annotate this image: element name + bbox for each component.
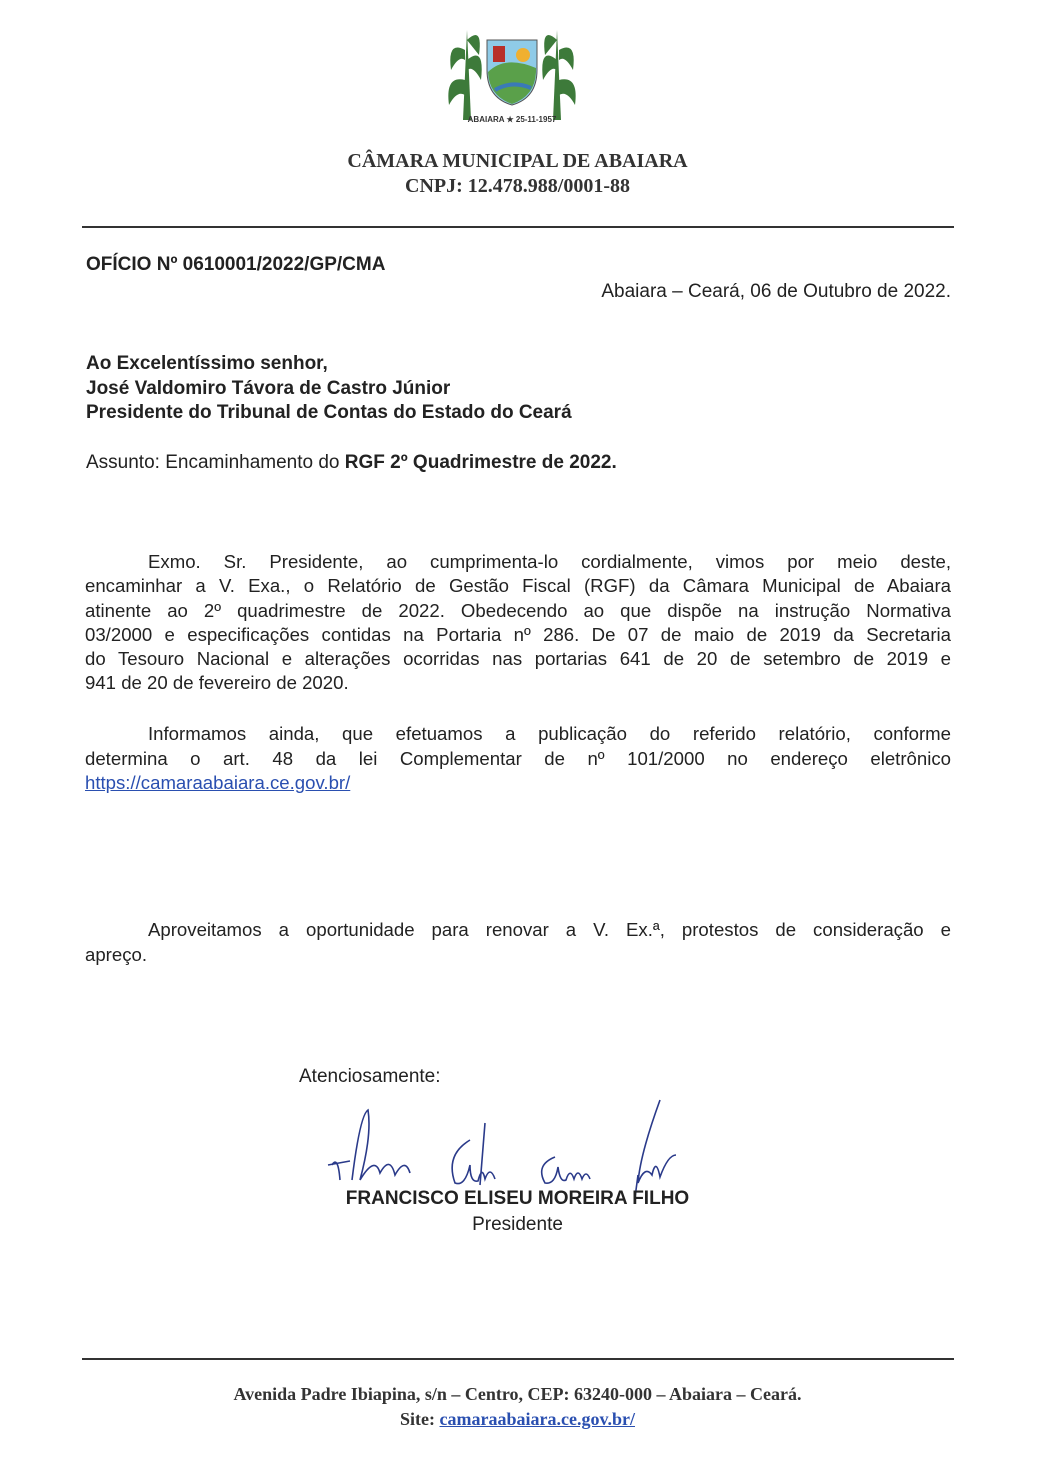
addressee-line: Ao Excelentíssimo senhor, bbox=[86, 353, 328, 374]
subject-bold: RGF 2º Quadrimestre de 2022. bbox=[344, 452, 617, 473]
paragraph-line: Exmo. Sr. Presidente, ao cumprimenta-lo cordialmente, vimos por meio deste, bbox=[148, 551, 951, 572]
header-divider bbox=[82, 226, 954, 228]
subject-line bbox=[86, 452, 617, 474]
closing: Atenciosamente: bbox=[299, 1066, 441, 1087]
footer-address: Avenida Padre Ibiapina, s/n – Centro, CEP: 63240-000 – Abaiara – Ceará. bbox=[233, 1384, 802, 1404]
svg-text:ABAIARA ★ 25-11-1957: ABAIARA ★ 25-11-1957 bbox=[467, 115, 557, 124]
footer-site bbox=[0, 1409, 1035, 1430]
signer-role: Presidente bbox=[472, 1214, 563, 1235]
paragraph-line: atinente ao 2º quadrimestre de 2022. Obedecendo ao que dispõe na instrução Normativa bbox=[85, 600, 951, 621]
subject-label: Assunto: Encaminhamento do bbox=[86, 452, 345, 473]
paragraph-line: apreço. bbox=[85, 944, 148, 965]
footer-divider bbox=[82, 1358, 954, 1360]
cnpj: CNPJ: 12.478.988/0001-88 bbox=[405, 175, 630, 197]
paragraph-line: determina o art. 48 da lei Complementar de nº 101/2000 no endereço eletrônico bbox=[85, 748, 951, 769]
paragraph-line: encaminhar a V. Exa., o Relatório de Gestão Fiscal (RGF) da Câmara Municipal de Abaiara bbox=[85, 575, 951, 596]
signer-name: FRANCISCO ELISEU MOREIRA FILHO bbox=[345, 1188, 690, 1209]
handwritten-signature bbox=[320, 1095, 690, 1195]
paragraph-line: do Tesouro Nacional e alterações ocorridas nas portarias 641 de 20 de setembro de 2019 e bbox=[85, 648, 951, 669]
institution-title: CÂMARA MUNICIPAL DE ABAIARA bbox=[347, 150, 688, 172]
municipal-crest-logo bbox=[445, 10, 580, 128]
oficio-number: OFÍCIO Nº 0610001/2022/GP/CMA bbox=[86, 254, 386, 275]
paragraph-line: Informamos ainda, que efetuamos a publicação do referido relatório, conforme bbox=[148, 723, 951, 744]
footer-site-link[interactable]: camaraabaiara.ce.gov.br/ bbox=[439, 1409, 635, 1429]
paragraph-line: 03/2000 e especificações contidas na Portaria nº 286. De 07 de maio de 2019 da Secretaria bbox=[85, 624, 951, 645]
paragraph-line: Aproveitamos a oportunidade para renovar a V. Ex.ª, protestos de consideração e bbox=[148, 919, 951, 940]
addressee-line: José Valdomiro Távora de Castro Júnior bbox=[86, 378, 451, 399]
letter-date: Abaiara – Ceará, 06 de Outubro de 2022. bbox=[601, 281, 951, 302]
footer-site-label: Site: bbox=[400, 1409, 440, 1429]
paragraph-line: 941 de 20 de fevereiro de 2020. bbox=[85, 672, 349, 693]
addressee-line: Presidente do Tribunal de Contas do Estado do Ceará bbox=[86, 402, 572, 423]
website-link[interactable]: https://camaraabaiara.ce.gov.br/ bbox=[85, 772, 351, 793]
